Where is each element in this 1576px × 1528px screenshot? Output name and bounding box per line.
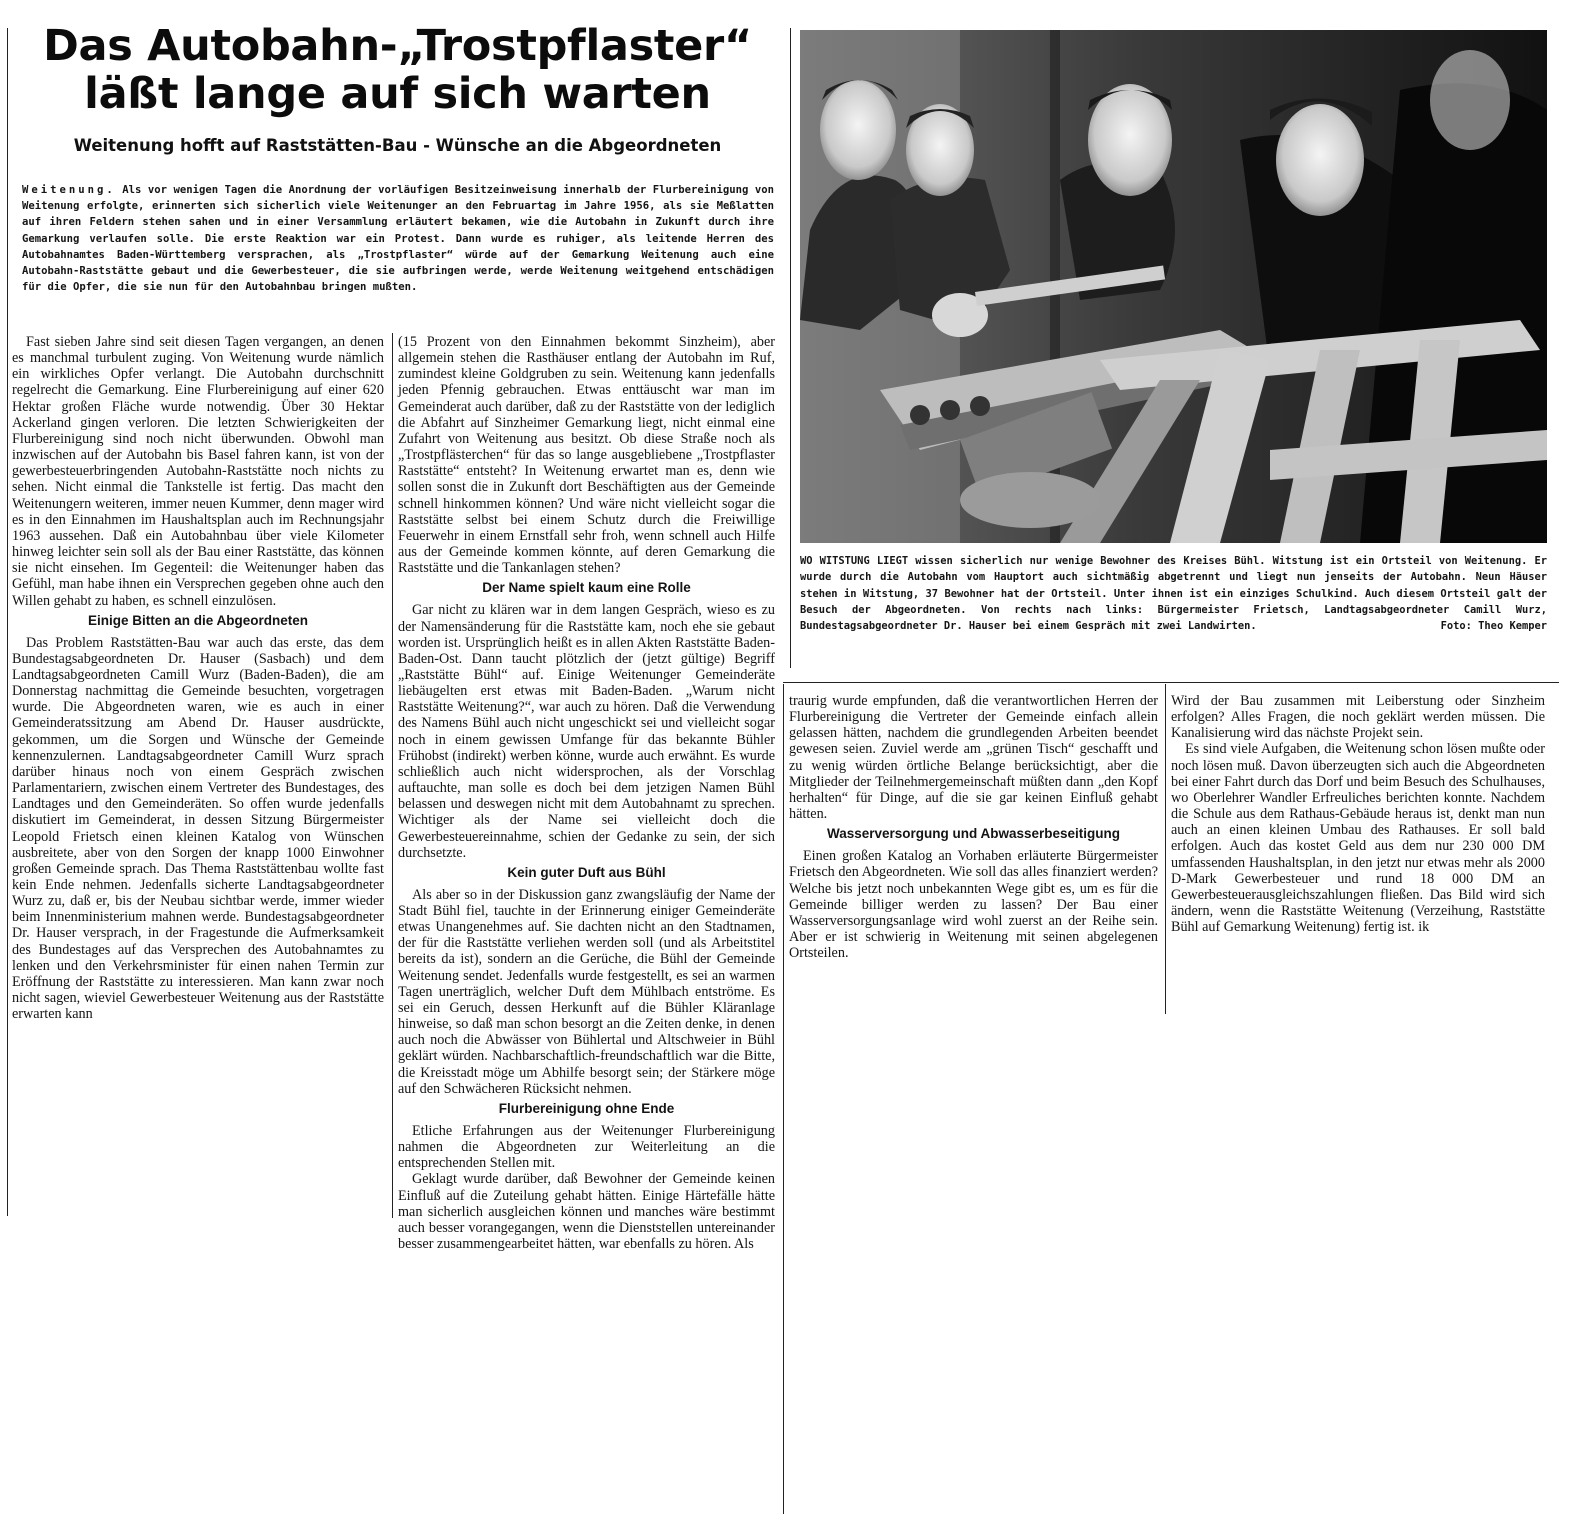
rule-col1-col2: [392, 333, 393, 1218]
rule-left: [7, 28, 8, 1216]
col1-paragraph-2: Das Problem Raststätten-Bau war auch das erste, das dem Bundestagsabgeordneten Dr. Hauser (Sasbach) und dem Landtagsabgeordneten Camill Wurz (Baden-Baden), die am Donnerstag nachmittag die Gemeinde besuchten, vorgetragen wurde. Die Abgeordneten waren, wie es auch in einer Gemeinderatssitzung am Abend Dr. Hauser ausdrückte, gekommen, um die Sorgen und Wünsche der Gemeinde kennenzulernen. Landtagsabgeordneter Camill Wurz sprach darüber hinaus noch von einem Gespräch zwischen Parlamentariern, zwischen einem Vertreter des Bundestages, des Landtages und den Gemeinderäten. So offen wurde jedenfalls diskutiert im Gemeinderat, in dessen Sitzung Bürgermeister Leopold Frietsch einen kleinen Katalog von Wünschen ausbreitete, aber von den Sorgen der knapp 1000 Einwohner großen Gemeinde sprach. Das Thema Raststättenbau wollte fast kein Ende nehmen. Jedenfalls sicherte Landtagsabgeordneter Wurz zu, daß er, bis der Neubau sichtbar werde, immer wieder beim Innenministerium mahnen werde. Bundestagsabgeordneter Dr. Hauser versprach, in der Fragestunde die Aufmerksamkeit des Bundestages auf das Versprechen des Autobahnamtes zu lenken und den Verkehrsminister für einen nahen Termin zur Eröffnung der Raststätte zu interessieren. Man kann zwar noch nicht sagen, wieviel Gewerbesteuer Weitenung aus der Raststätte erwarten kann: [12, 634, 384, 1023]
rule-headline-photo: [790, 28, 791, 668]
col3-paragraph-2: Einen großen Katalog an Vorhaben erläuterte Bürgermeister Frietsch den Abgeordneten. Wie soll das alles finanziert werden? Welche bis jetzt noch unbekannten Wege gibt es, um es für die Gemeinde billiger werden zu lassen? Der Bau einer Wasserversorgungsanlage wird wohl zuerst an der Reihe sein. Aber er ist schwierig in Weitenung mit seinen abgelegenen Ortsteilen.: [789, 848, 1158, 962]
col2-subheading-3: Flurbereinigung ohne Ende: [498, 1100, 675, 1116]
col4-paragraph-2: Es sind viele Aufgaben, die Weitenung schon lösen mußte oder noch lösen muß. Davon überzeugten sich auch die Abgeordneten bei einer Fahrt durch das Dorf und beim Besuch des Schulhauses, wo Oberlehrer Wandler Erfreuliches berichten konnte. Nachdem die Schule aus dem Rathaus-Gebäude heraus ist, denkt man nun auch an einen kleinen Umbau des Rathauses. Er soll bald erfolgen. Auch das kostet Geld aus dem nur 230 000 DM umfassenden Haushaltsplan, in den jetzt nur etwas mehr als 2000 D-Mark Gewerbesteuer und rund 18 000 DM an Gewerbesteuerausgleichszahlungen fließen. Das Bild wird sich ändern, wenn die Raststätte Weitenung (Verzeihung, Raststätte Bühl auf Gemarkung Weitenung) fertig ist. ik: [1171, 741, 1545, 936]
col2-paragraph-5: Geklagt wurde darüber, daß Bewohner der Gemeinde keinen Einfluß auf die Zuteilung gehabt hätten. Einige Härtefälle hätte man sicherlich ausgleichen können und manches wäre bestimmt auch besser vorangegangen, wenn die Dienststellen untereinander besser zusammengearbeitet hätten, war ebenfalls zu hören. Als: [398, 1171, 775, 1252]
photo-credit: Foto: Theo Kemper: [1440, 620, 1547, 633]
rule-col3-col4: [1165, 684, 1166, 1014]
col3-paragraph-1: traurig wurde empfunden, daß die verantwortlichen Herren der Flurbereinigung die Vertreter der Gemeinde einfach allein gelassen hätten, nachdem die grundlegenden Arbeiten beendet gewesen seien. Zuviel werde am „grünen Tisch“ geschafft und zu wenig würden örtliche Belange berücksichtigt, aber die Mitglieder der Teilnehmergemeinschaft müßten dann „den Kopf herhalten“ für Dinge, auf die sie gar keinen Einfluß gehabt hätten.: [789, 693, 1158, 823]
lede-paragraph: [22, 182, 774, 295]
col2-subheading-1: Der Name spielt kaum eine Rolle: [482, 580, 691, 596]
rule-col2-col3: [783, 684, 784, 1514]
col2-subheading-2: Kein guter Duft aus Bühl: [507, 864, 666, 880]
col2-paragraph-4: Etliche Erfahrungen aus der Weitenunger Flurbereinigung nahmen die Abgeordneten zur Weiterleitung an die entsprechenden Stellen mit.: [398, 1122, 775, 1172]
news-photo-image: [800, 30, 1547, 543]
col1-paragraph-1: Fast sieben Jahre sind seit diesen Tagen vergangen, an denen es manchmal turbulent zuging. Von Weitenung wurde nämlich ein wirkliches Opfer verlangt. Die Autobahn durchschnitt regelrecht die Gemarkung. Eine Flurbereinigung auf einer 620 Hektar großen Fläche wurde notwendig. Über 30 Hektar Ackerland gingen verloren. Die letzten Schwierigkeiten der Flurbereinigung sind noch nicht überwunden. Obwohl man inzwischen auf der Autobahn bis Basel fahren kann, ist von der gewerbesteuerbringenden Autobahn-Raststätte noch nichts zu sehen. Nicht einmal die Tankstelle ist fertig. Das macht den Weitenungern weiteren, immer neuen Kummer, denn mager wird es in den Einnahmen im Haushaltsplan auch im Rechnungsjahr 1963 aussehen. Daß ein Autobahnbau über viele Kilometer hinweg leichter sein soll als der Bau einer Raststätte, das können sie nicht einsehen. Im Gegenteil: die Weitenunger haben das Gefühl, man habe ihnen ein Versprechen gegeben ohne auch den Willen gehabt zu haben, es schnell einzulösen.: [12, 334, 384, 609]
photo-caption-lead: WO WITSTUNG LIEGT: [800, 555, 909, 567]
column-4: [1171, 693, 1545, 935]
col2-paragraph-3: Als aber so in der Diskussion ganz zwangsläufig der Name der Stadt Bühl fiel, tauchte in der Erinnerung einiger Gemeinderäte etwas Unangenehmes auf. Sie dachten nicht an den Stadtnamen, der für die Raststätte verliehen werden soll (und als Arbeitstitel bereits da ist), sondern an die Gerüche, die Bühl der Gemeinde Weitenung sendet. Jedenfalls wurde festgestellt, es sei an warmen Tagen unerträglich, welcher Duft dem Mühlbach entströme. Es sei ein Geruch, dessen Herkunft auf die Bühler Kläranlage hinweise, so daß man schon besorgt an die Zeiten denke, in denen auch noch die Abwässer von Bühlertal und Altschweier in Bühl geklärt würden. Nachbarschaftlich-freundschaftlich war die Bitte, die Kreisstadt möge um Abhilfe besorgt sein; der Stärkere möge auf den Schwächeren Rücksicht nehmen.: [398, 886, 775, 1097]
lede-text: Als vor wenigen Tagen die Anordnung der vorläufigen Besitzeinweisung innerhalb der Flurbereinigung von Weitenung erfolgte, erinnerten sich sicherlich viele Weitenunger an den Februartag im Jahre 1956, als sie Meßlatten auf ihren Feldern stehen sahen und in einer Versammlung erläutert bekamen, wie die Autobahn in Zukunft durch ihre Gemarkung verlaufen solle. Die erste Reaktion war ein Protest. Dann wurde es ruhiger, als leitende Herren des Autobahnamtes Baden-Württemberg versprachen, als „Trostpflaster“ würde auf der Gemarkung Weitenung auch eine Autobahn-Raststätte gebaut und die Gewerbesteuer, die sie aufbringen werde, werde Weitenung weitgehend entschädigen für die Opfer, die sie nun für den Autobahnbau bringen mußten.: [22, 184, 774, 294]
col4-paragraph-1: Wird der Bau zusammen mit Leiberstung oder Sinzheim erfolgen? Alles Fragen, die noch geklärt werden müssen. Die Kanalisierung wird das nächste Projekt sein.: [1171, 693, 1545, 742]
photo-caption: [800, 553, 1547, 634]
news-photo: [800, 30, 1547, 543]
headline: [10, 22, 785, 118]
col2-paragraph-2: Gar nicht zu klären war in dem langen Gespräch, wieso es zu der Namensänderung für die Raststätte kam, noch ehe sie gebaut worden ist. Ursprünglich heißt es in allen Akten Raststätte Baden-Baden-Ost. Dann taucht plötzlich der (jetzt gültige) Begriff „Raststätte Bühl“ auf. Einige Weitenunger Gemeinderäte liebäugelten erst etwas mit Baden-Baden. „Warum nicht Raststätte Weitenung?“, war auch zu hören. Daß die Verwendung des Namens Bühl auch nicht ungeschickt sei und vielleicht sogar noch in einem gewissen Umfange für das bekannte Bühler Frühobst (indirekt) werben könne, wurde auch erwähnt. Es wurde schließlich auch nicht widersprochen, als der Vorschlag auftauchte, man solle es doch bei dem jetzigen Namen Bühl belassen und deswegen nicht mit dem Autobahnamt zu sprechen. Wichtiger als der Name sei vielleicht doch die Gewerbesteuereinnahme, schien der Gedanke zu sein, der sich durchsetzte.: [398, 602, 775, 861]
col2-paragraph-1: (15 Prozent von den Einnahmen bekommt Sinzheim), aber allgemein stehen die Rasthäuser entlang der Autobahn im Ruf, zumindest kleine Goldgruben zu sein. Weitenung kann jedenfalls jeden Pfennig gebrauchen. Etwas enttäuscht war man im Gemeinderat auch darüber, daß zu der Raststätte von der lediglich die Abfahrt auf Sinzheimer Gemarkung liegt, nicht einmal eine Zufahrt von Weitenung aus besitzt. Ob diese Straße noch als „Trostpflästerchen“ für das so lange ausgebliebene „Trostpflaster Raststätte“ entsteht? In Weitenung erwartet man es, denn wie sollen sonst die in Zukunft dort Beschäftigten aus der Gemeinde schnell hinkommen können? Und wäre nicht vielleicht sogar die Raststätte selbst bei einem Schutz durch die Freiwillige Feuerwehr in einem Ernstfall sehr froh, wenn schnell auch Hilfe aus der Gemeinde kommen könnte, auf deren Gemarkung die Raststätte und die Tankanlagen stehen?: [398, 334, 775, 577]
column-1: [12, 334, 384, 1022]
column-2: [398, 334, 775, 1252]
photo-caption-text: wissen sicherlich nur wenige Bewohner des Kreises Bühl. Witstung ist ein Ortsteil von Weitenung. Er wurde durch die Autobahn vom Hauptort auch sichtmäßig abgetrennt und liegt nun jenseits der Autobahn. Neun Häuser stehen in Witstung, 37 Bewohner hat der Ortsteil. Unter ihnen ist ein einziges Schulkind. Auch diesem Ortsteil galt der Besuch der Abgeordneten. Von rechts nach links: Bürgermeister Frietsch, Landtagsabgeordneter Camill Wurz, Bundestagsabgeordneter Dr. Hauser bei einem Gespräch mit zwei Landwirten.: [800, 555, 1547, 633]
lede-dateline: Weitenung.: [22, 184, 116, 196]
rule-above-col3: [783, 682, 1559, 683]
headline-line-2: läßt lange auf sich warten: [84, 69, 711, 119]
headline-line-1: Das Autobahn-„Trostpflaster“: [43, 21, 752, 71]
subheadline: Weitenung hofft auf Raststätten-Bau - Wünsche an die Abgeordneten: [73, 136, 722, 155]
col3-subheading-1: Wasserversorgung und Abwasserbeseitigung: [826, 826, 1121, 842]
column-3: [789, 693, 1158, 961]
col1-subheading-1: Einige Bitten an die Abgeordneten: [87, 612, 308, 628]
